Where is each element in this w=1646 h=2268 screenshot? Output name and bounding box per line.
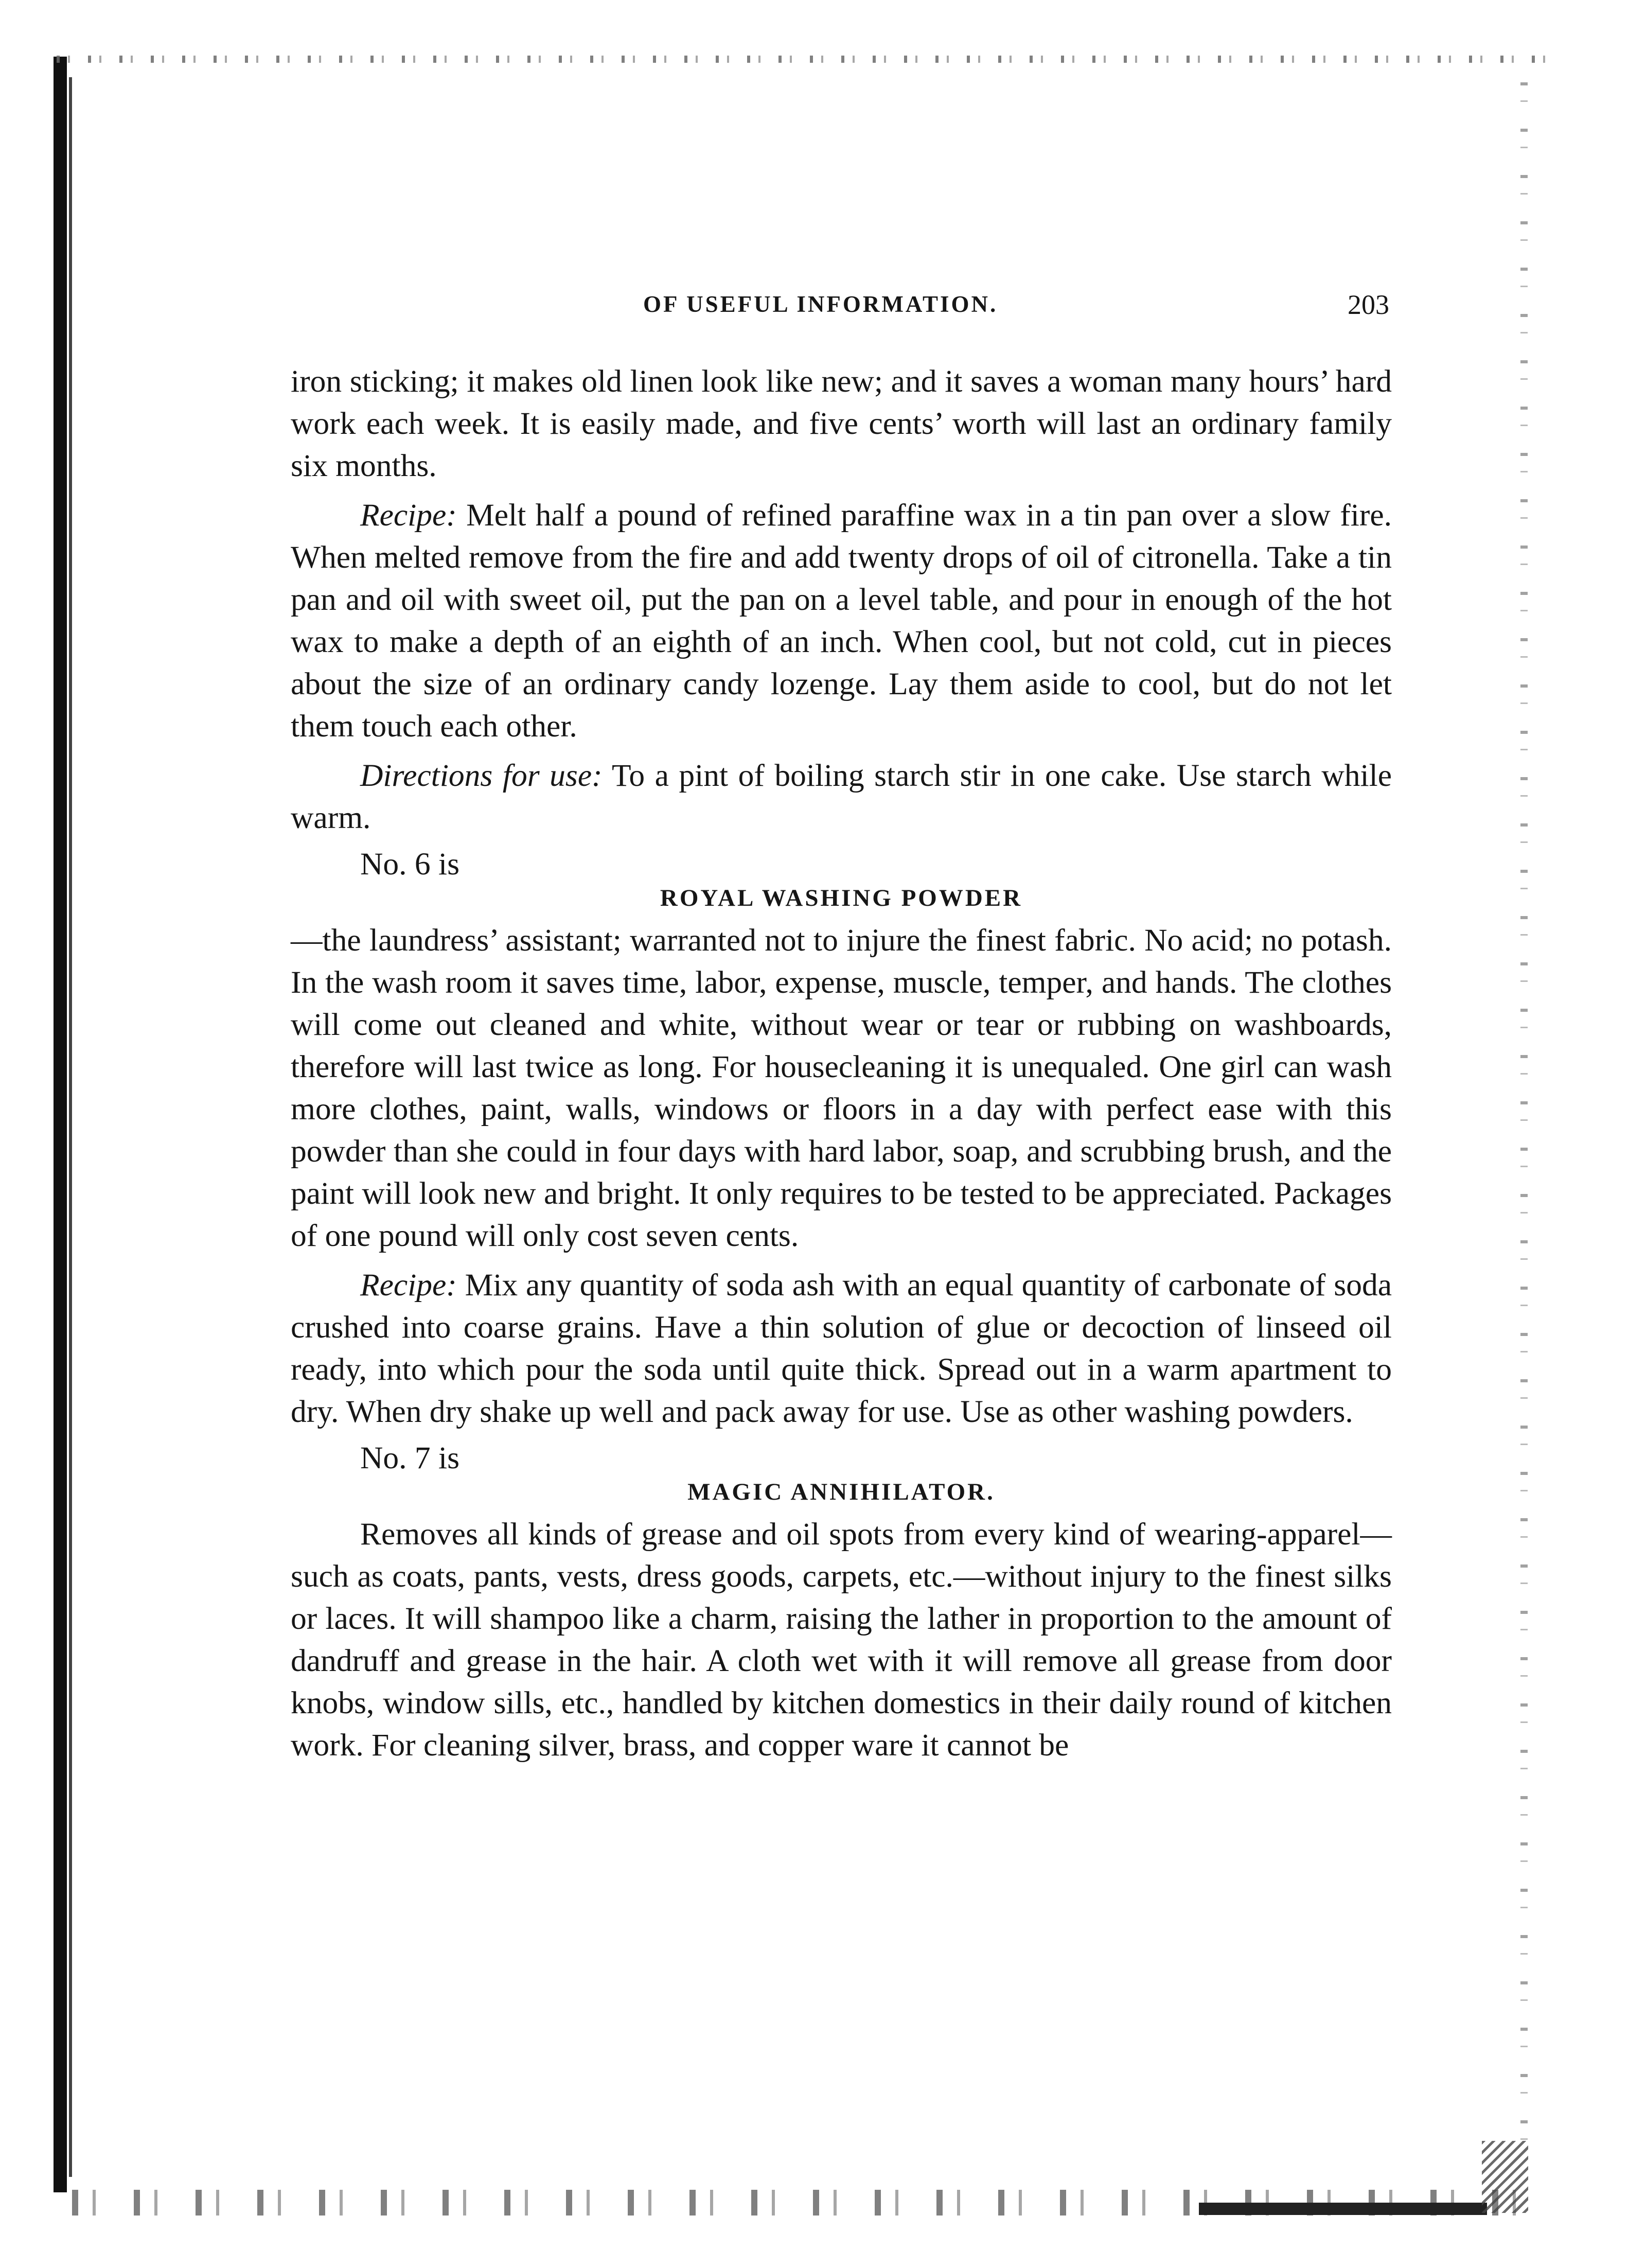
section-heading-royal-washing-powder: ROYAL WASHING POWDER — [660, 885, 1023, 911]
item-number-6: No. 6 is — [360, 847, 460, 882]
body-text — [291, 360, 1392, 1773]
directions-label: Directions for use: — [360, 758, 603, 793]
page-header — [288, 291, 1389, 327]
scan-noise-top — [57, 56, 1549, 63]
recipe-paragraph-1 — [291, 494, 1392, 747]
section-heading-magic-annihilator: MAGIC ANNIHILATOR. — [687, 1479, 995, 1505]
scan-noise-right — [1520, 82, 1528, 2167]
recipe-label: Recipe: — [360, 1268, 457, 1303]
recipe-label: Recipe: — [360, 498, 457, 533]
directions-paragraph — [291, 754, 1392, 839]
paragraph-royal-washing-powder: —the laundress’ assistant; warranted not to injure the finest fabric. No acid; no potash. In the wash room it saves time, labor, expense, muscle, temper, and hands. The clothes will come out cleaned and white, without wear or tear or rubbing on washboards, therefore will last twice as long. For housecleaning it is unequaled. One girl can wash more clothes, paint, walls, windows or floors in a day with perfect ease with this powder than she could in four days with hard labor, soap, and scrubbing brush, and the paint will look new and bright. It only requires to be tested to be appreciated. Packages of one pound will only cost seven cents. — [291, 923, 1392, 1253]
recipe-text: Melt half a pound of refined paraffine wax in a tin pan over a slow fire. When melted remove from the fire and add twenty drops of oil of citronella. Take a tin pan and oil with sweet oil, put the pan on a level table, and pour in enough of the hot wax to make a depth of an eighth of an inch. When cool, but not cold, cut in pieces about the size of an ordinary candy lozenge. Lay them aside to cool, but do not let them touch each other. — [291, 498, 1392, 744]
paragraph-magic-annihilator: Removes all kinds of grease and oil spots from every kind of wearing-apparel—such as coats, pants, vests, dress goods, carpets, etc.—without injury to the finest silks or laces. It will shampoo like a charm, raising the lather in proportion to the amount of dandruff and grease in the hair. A cloth wet with it will remove all grease from door knobs, window sills, etc., handled by kitchen domestics in their daily round of kitchen work. For cleaning silver, brass, and copper ware it cannot be — [291, 1517, 1392, 1763]
binding-shadow-inner — [69, 77, 72, 2177]
recipe-paragraph-2 — [291, 1264, 1392, 1433]
binding-shadow — [54, 57, 67, 2192]
scan-noise-bottom-dark — [1199, 2203, 1487, 2215]
recipe-text: Mix any quantity of soda ash with an equal quantity of carbonate of soda crushed into coarse grains. Have a thin solution of glue or decoction of linseed oil ready, into which pour the soda until quite thick. Spread out in a warm apartment to dry. When dry shake up well and pack away for use. Use as other washing powders. — [291, 1268, 1392, 1429]
directions-text: To a pint of boiling starch stir in one cake. Use starch while warm. — [291, 758, 1392, 835]
item-number-7: No. 7 is — [360, 1440, 460, 1475]
scan-noise-corner — [1482, 2141, 1528, 2213]
paragraph-continuation: iron sticking; it makes old linen look like new; and it saves a woman many hours’ hard work each week. It is easily made, and five cents’ worth will last an ordinary family six months. — [291, 364, 1392, 483]
running-title: OF USEFUL INFORMATION. — [643, 291, 998, 317]
page-number: 203 — [1348, 289, 1389, 320]
